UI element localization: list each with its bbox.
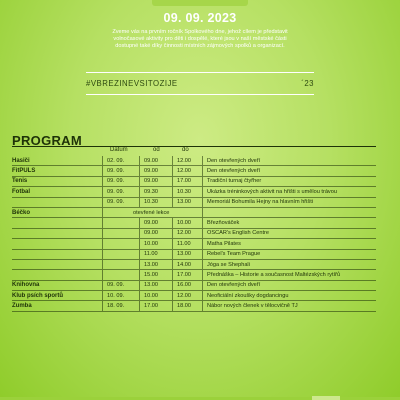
organizer-name: Knihovna — [12, 282, 40, 289]
organizer-name: Fotbal — [12, 188, 30, 195]
row-description: Tradiční turnaj čtyřher — [202, 177, 376, 186]
row-date — [102, 270, 139, 279]
row-description: Přednáška – Historie a současnost Maltézských rytířů — [202, 270, 376, 279]
row-start: 09.00 — [139, 166, 172, 175]
row-date: 09. 09. — [102, 166, 139, 175]
row-end: 13.00 — [172, 198, 202, 207]
intro-text: Zveme vás na prvním ročník Spolkového dne, jehož cílem je představit volnočasové aktivity pro děti i dospělé, které jsou v naší městské části dostupné také díky činnosti místních zájmových spolků a organizací. — [112, 29, 288, 50]
table-row — [12, 218, 376, 228]
row-start: 10.30 — [139, 198, 172, 207]
organizer-name — [12, 239, 102, 248]
organizer-name — [12, 218, 102, 227]
organizer-name: Béčko — [12, 209, 31, 216]
row-date — [102, 229, 139, 238]
row-end: 14.00 — [172, 260, 202, 269]
row-date: 09. 09. — [102, 281, 139, 290]
row-end: 10.00 — [172, 218, 202, 227]
row-end: 12.00 — [172, 166, 202, 175]
organizer-name — [12, 229, 102, 238]
table-header — [102, 147, 202, 156]
row-end: 11.00 — [172, 239, 202, 248]
table-row — [12, 166, 376, 176]
row-date — [102, 250, 139, 259]
header-do: do — [182, 147, 189, 153]
row-date: 09. 09. — [102, 187, 139, 196]
row-start: 09.00 — [139, 218, 172, 227]
organizer-name: FitPULS — [12, 168, 36, 175]
table-row — [12, 260, 376, 270]
row-start: 09.00 — [139, 156, 172, 165]
organizer-name: Hasiči — [12, 157, 30, 164]
table-row — [12, 177, 376, 187]
row-date: 02. 09. — [102, 156, 139, 165]
row-end: 13.00 — [172, 250, 202, 259]
table-row — [12, 229, 376, 239]
organizer-name: Tenis — [12, 178, 28, 185]
row-start: 11.00 — [139, 250, 172, 259]
table-row — [12, 291, 376, 301]
row-start: 13.00 — [139, 260, 172, 269]
organizer-name: Zumba — [12, 303, 32, 310]
row-description: Matha Pilates — [202, 239, 376, 248]
bottom-mark — [312, 396, 340, 400]
organizer-name — [12, 198, 102, 207]
row-start: 09.00 — [139, 177, 172, 186]
row-date: 10. 09. — [102, 291, 139, 300]
organizer-name — [12, 260, 102, 269]
row-date: 09. 09. — [102, 198, 139, 207]
row-description: Rebel's Team Prague — [202, 250, 376, 259]
row-start: 09.30 — [139, 187, 172, 196]
organizer-name — [12, 250, 102, 259]
row-end: 12.00 — [172, 229, 202, 238]
table-row — [12, 250, 376, 260]
row-description: Neoficiální zkoušky dogdancingu — [202, 291, 376, 300]
table-row — [12, 239, 376, 249]
row-date: 18. 09. — [102, 301, 139, 310]
row-description: Březňováček — [202, 218, 376, 227]
row-end: 12.00 — [172, 156, 202, 165]
row-description: Memoriál Bohumila Hejny na hlavním hřišti — [202, 198, 376, 207]
row-description: Den otevřených dveří — [202, 156, 376, 165]
row-date: 09. 09. — [102, 177, 139, 186]
span-label: otevřené lekce — [102, 208, 202, 217]
table-row — [12, 270, 376, 280]
row-description: Ukázka tréninkových aktivit na hřišti s umělou trávou — [202, 187, 376, 196]
row-date — [102, 239, 139, 248]
row-date — [102, 218, 139, 227]
row-end: 12.00 — [172, 291, 202, 300]
row-end: 18.00 — [172, 301, 202, 310]
row-start: 17.00 — [139, 301, 172, 310]
row-description: Den otevřených dveří — [202, 166, 376, 175]
top-tab — [152, 0, 248, 6]
row-start: 13.00 — [139, 281, 172, 290]
table-row — [12, 198, 376, 208]
row-end: 10.30 — [172, 187, 202, 196]
organizer-name — [12, 270, 102, 279]
table-row — [12, 156, 376, 166]
table-row — [12, 208, 376, 218]
row-start: 09.00 — [139, 229, 172, 238]
year: ´23 — [301, 79, 314, 88]
row-end: 17.00 — [172, 270, 202, 279]
row-end: 16.00 — [172, 281, 202, 290]
header-od: od — [153, 147, 160, 153]
table-row — [12, 281, 376, 291]
hashtag-bar — [86, 72, 314, 95]
row-description: Nábor nových členek v tělocvičně TJ — [202, 301, 376, 310]
program-table — [12, 156, 376, 312]
row-start: 15.00 — [139, 270, 172, 279]
row-description: Den otevřených dveří — [202, 281, 376, 290]
row-end: 17.00 — [172, 177, 202, 186]
header-date: Datum — [110, 147, 128, 153]
row-start: 10.00 — [139, 291, 172, 300]
table-row — [12, 187, 376, 197]
row-date — [102, 260, 139, 269]
event-date: 09. 09. 2023 — [163, 11, 237, 25]
program-title: PROGRAM — [12, 133, 82, 148]
hashtag: #VBREZINEVSITOZIJE — [86, 79, 178, 88]
row-description: OSCAR's English Centre — [202, 229, 376, 238]
row-start: 10.00 — [139, 239, 172, 248]
row-description — [202, 208, 376, 217]
table-row — [12, 301, 376, 311]
organizer-name: Klub psích sportů — [12, 292, 63, 299]
row-description: Jóga se Shephali — [202, 260, 376, 269]
